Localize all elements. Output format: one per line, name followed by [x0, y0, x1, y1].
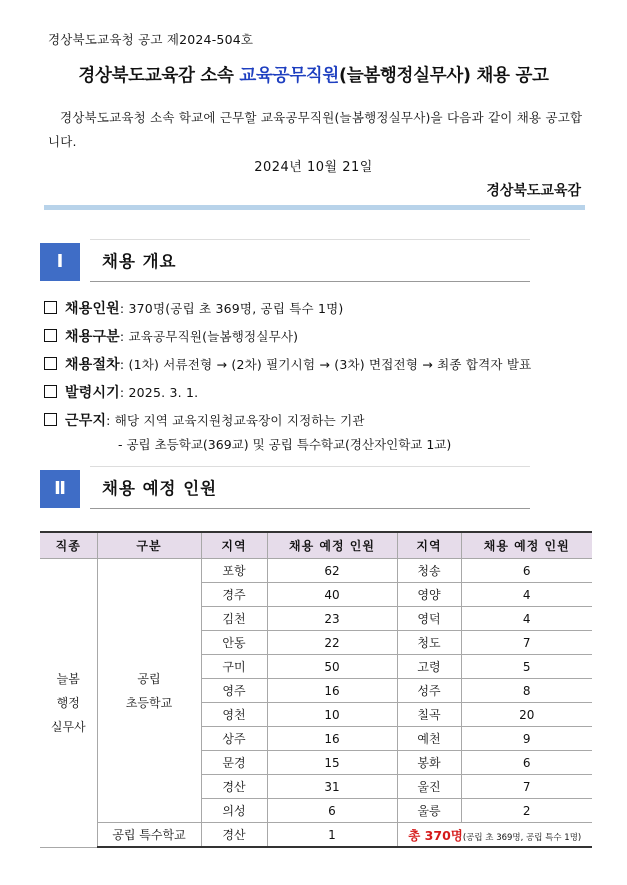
region-cell: 경산: [201, 823, 267, 848]
region-cell: 봉화: [397, 751, 461, 775]
section-2-number: Ⅱ: [40, 470, 80, 508]
job-type-cell: 늘봄 행정 실무사: [40, 559, 97, 848]
count-cell: 9: [461, 727, 592, 751]
header-count: 채용 예정 인원: [267, 532, 397, 559]
overview-item-type: 채용구분: 교육공무직원(늘봄행정실무사): [44, 326, 298, 346]
overview-item-appointment: 발령시기: 2025. 3. 1.: [44, 382, 198, 402]
intro-paragraph: 경상북도교육청 소속 학교에 근무할 교육공무직원(늘봄행정실무사)을 다음과 같이 채용 공고합니다.: [48, 110, 583, 149]
count-cell: 5: [461, 655, 592, 679]
section-1-header: [40, 243, 530, 281]
checkbox-icon: [44, 301, 57, 314]
region-cell: 영천: [201, 703, 267, 727]
header-category: 구분: [97, 532, 201, 559]
count-cell: 15: [267, 751, 397, 775]
region-cell: 안동: [201, 631, 267, 655]
header-divider: [44, 205, 585, 210]
region-cell: 포항: [201, 559, 267, 583]
section-2-header: [40, 470, 530, 508]
section-rule: [90, 281, 530, 282]
checkbox-icon: [44, 329, 57, 342]
count-cell: 16: [267, 679, 397, 703]
region-cell: 성주: [397, 679, 461, 703]
checkbox-icon: [44, 385, 57, 398]
total-detail: (공립 초 369명, 공립 특수 1명): [462, 832, 582, 843]
region-cell: 경산: [201, 775, 267, 799]
count-cell: 16: [267, 727, 397, 751]
count-cell: 2: [461, 799, 592, 823]
overview-item-workplace: 근무지: 해당 지역 교육지원청교육장이 지정하는 기관: [44, 410, 365, 430]
header-region: 지역: [397, 532, 461, 559]
count-cell: 8: [461, 679, 592, 703]
region-cell: 문경: [201, 751, 267, 775]
category-elementary-cell: 공립 초등학교: [97, 559, 201, 823]
overview-item-headcount: 채용인원: 370명(공립 초 369명, 공립 특수 1명): [44, 298, 344, 318]
notice-number: 경상북도교육청 공고 제2024-504호: [48, 32, 254, 47]
section-1-title: 채용 개요: [102, 252, 177, 271]
region-cell: 영덕: [397, 607, 461, 631]
region-cell: 영주: [201, 679, 267, 703]
region-cell: 칠곡: [397, 703, 461, 727]
table-row: [40, 559, 592, 583]
total-label: 총 370명: [408, 827, 463, 843]
recruitment-table: [40, 531, 592, 848]
count-cell: 40: [267, 583, 397, 607]
count-cell: 7: [461, 775, 592, 799]
section-rule: [90, 239, 530, 240]
table-header-row: [40, 532, 592, 559]
count-cell: 4: [461, 607, 592, 631]
title-highlight: 교육공무직원: [239, 66, 340, 86]
region-cell: 고령: [397, 655, 461, 679]
region-cell: 경주: [201, 583, 267, 607]
count-cell: 6: [461, 559, 592, 583]
total-cell: [397, 823, 592, 848]
checkbox-icon: [44, 413, 57, 426]
region-cell: 청도: [397, 631, 461, 655]
region-cell: 울진: [397, 775, 461, 799]
table-row-special: [40, 823, 592, 848]
region-cell: 예천: [397, 727, 461, 751]
region-cell: 상주: [201, 727, 267, 751]
region-cell: 청송: [397, 559, 461, 583]
region-cell: 영양: [397, 583, 461, 607]
count-cell: 22: [267, 631, 397, 655]
section-rule: [90, 508, 530, 509]
title-suffix: (늘봄행정실무사) 채용 공고: [339, 66, 549, 86]
count-cell: 50: [267, 655, 397, 679]
section-2-title: 채용 예정 인원: [102, 479, 218, 498]
notice-date: 2024년 10월 21일: [254, 160, 373, 175]
region-cell: 의성: [201, 799, 267, 823]
title-prefix: 경상북도교육감 소속: [78, 66, 240, 86]
count-cell: 4: [461, 583, 592, 607]
region-cell: 울릉: [397, 799, 461, 823]
overview-item-process: 채용절차: (1차) 서류전형 → (2차) 필기시험 → (3차) 면접전형 → 최종 합격자 발표: [44, 354, 531, 374]
page-title: [0, 62, 627, 87]
header-region: 지역: [201, 532, 267, 559]
checkbox-icon: [44, 357, 57, 370]
region-cell: 김천: [201, 607, 267, 631]
count-cell: 7: [461, 631, 592, 655]
count-cell: 23: [267, 607, 397, 631]
workplace-detail: - 공립 초등학교(369교) 및 공립 특수학교(경산자인학교 1교): [118, 437, 452, 452]
count-cell: 10: [267, 703, 397, 727]
category-special-cell: 공립 특수학교: [97, 823, 201, 848]
region-cell: 구미: [201, 655, 267, 679]
header-job-type: 직종: [40, 532, 97, 559]
count-cell: 31: [267, 775, 397, 799]
count-cell: 62: [267, 559, 397, 583]
section-rule: [90, 466, 530, 467]
count-cell: 1: [267, 823, 397, 848]
header-count: 채용 예정 인원: [461, 532, 592, 559]
count-cell: 6: [267, 799, 397, 823]
section-1-number: Ⅰ: [40, 243, 80, 281]
signer: 경상북도교육감: [486, 183, 581, 199]
count-cell: 6: [461, 751, 592, 775]
count-cell: 20: [461, 703, 592, 727]
